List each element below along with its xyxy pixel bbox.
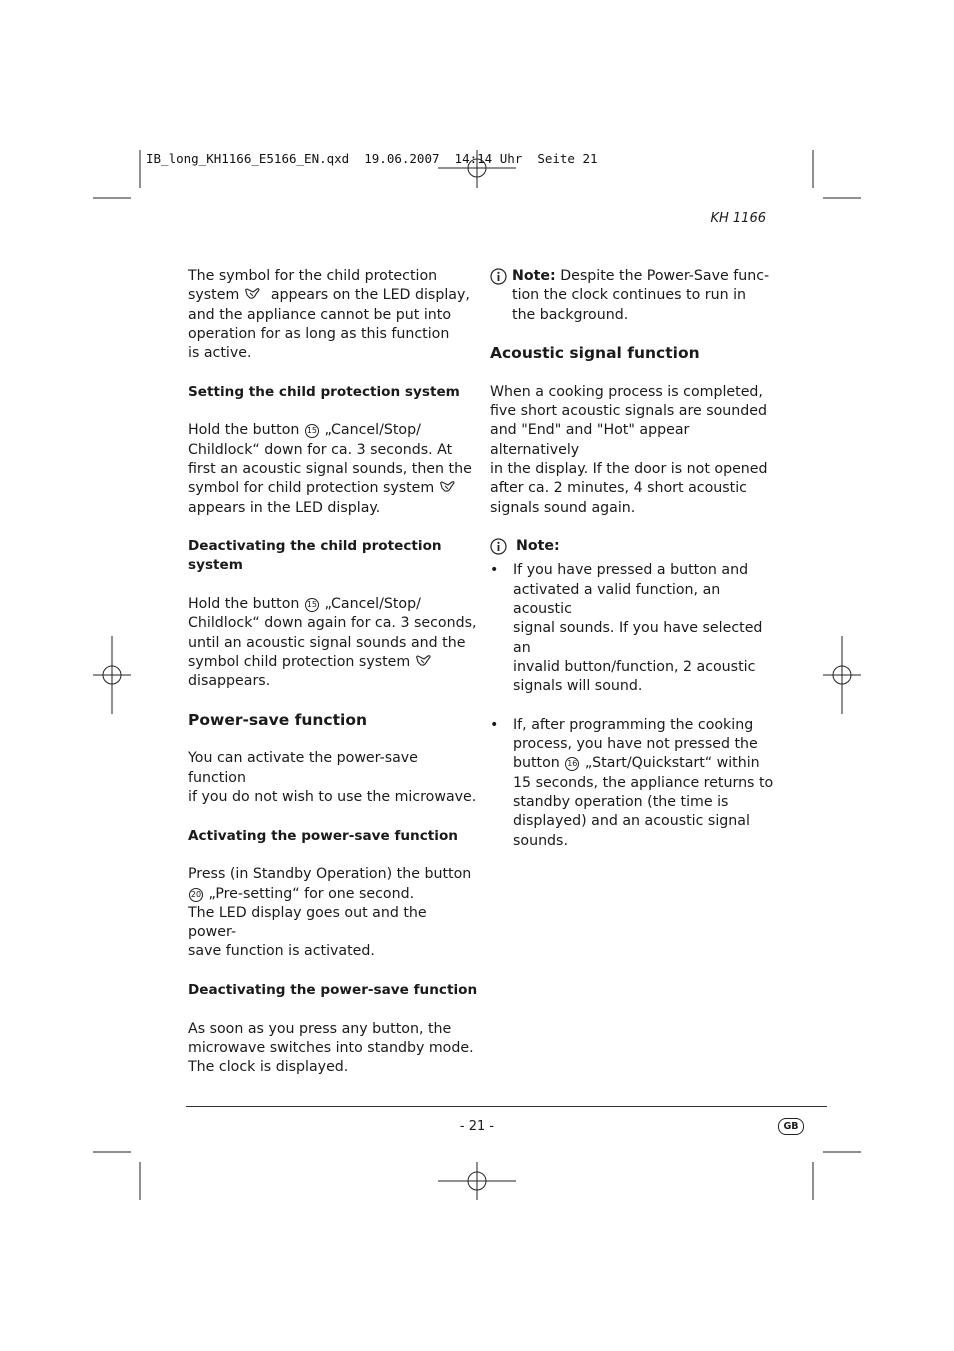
info-circle-icon (490, 268, 507, 285)
heading-acoustic-signal: Acoustic signal function (490, 344, 700, 363)
deactivating-child-protection-text: Hold the button 15 „Cancel/Stop/ Childlock“ down again for ca. 3 seconds, until an acoustic signal sounds and the symbol child protection system disappears. (188, 596, 477, 690)
button-number-badge: 16 (565, 757, 579, 771)
heading-deactivating-power-save: Deactivating the power-save function (188, 981, 478, 998)
heading-deactivating-child-protection: Deactivating the child protection system (188, 538, 442, 574)
hand-lock-icon (415, 654, 433, 668)
footer-rule (186, 1106, 827, 1107)
intro-paragraph: The symbol for the child protection system appears on the LED display, and the appliance cannot be put into operation for as long as this function is active. (188, 268, 470, 362)
heading-setting-child-protection: Setting the child protection system (188, 383, 460, 400)
heading-activating-power-save: Activating the power-save function (188, 827, 458, 844)
hand-lock-icon (439, 480, 457, 494)
list-item: • If you have pressed a button and activated a valid function, an acoustic signal sounds. If you have selected an invalid button/function, 2 acoustic signals will sound. (490, 562, 763, 695)
hand-lock-icon (244, 287, 262, 301)
deactivating-power-save-text: As soon as you press any button, the microwave switches into standby mode. The clock is displayed. (188, 1020, 474, 1076)
activating-power-save-text: Press (in Standby Operation) the button 20 „Pre-setting“ for one second. The LED display goes out and the power- save function is activated. (188, 866, 472, 960)
power-save-note: Note: Despite the Power-Save func- tion the clock continues to run in the background. (490, 267, 775, 325)
button-number-badge: 20 (189, 888, 203, 902)
acoustic-note-heading: Note: (490, 537, 775, 561)
left-column (188, 267, 478, 1077)
power-save-text: You can activate the power-save function if you do not wish to use the microwave. (188, 750, 477, 806)
info-circle-icon (490, 538, 507, 555)
right-column (490, 267, 775, 851)
setting-child-protection-text: Hold the button 15 „Cancel/Stop/ Childlock“ down for ca. 3 seconds. At first an acoustic signal sounds, then the symbol for child protection system appears in the LED display. (188, 422, 472, 516)
page-number: - 21 - (459, 1119, 495, 1134)
list-item: • If, after programming the cooking process, you have not pressed the button 16 „Start/Quickstart“ within 15 seconds, the appliance returns to standby operation (the time is displayed) and an acoustic signal sounds. (490, 716, 774, 849)
heading-power-save: Power-save function (188, 710, 368, 729)
language-badge: GB (778, 1118, 804, 1135)
file-slug: IB_long_KH1166_E5166_EN.qxd 19.06.2007 14:14 Uhr Seite 21 (146, 151, 598, 166)
acoustic-signal-text: When a cooking process is completed, five short acoustic signals are sounded and "End" and "Hot" appear alternatively in the display. If the door is not opened after ca. 2 minutes, 4 short acoustic signals sound again. (490, 383, 768, 516)
button-number-badge: 15 (305, 598, 319, 612)
model-number: KH 1166 (710, 211, 766, 226)
button-number-badge: 15 (305, 424, 319, 438)
